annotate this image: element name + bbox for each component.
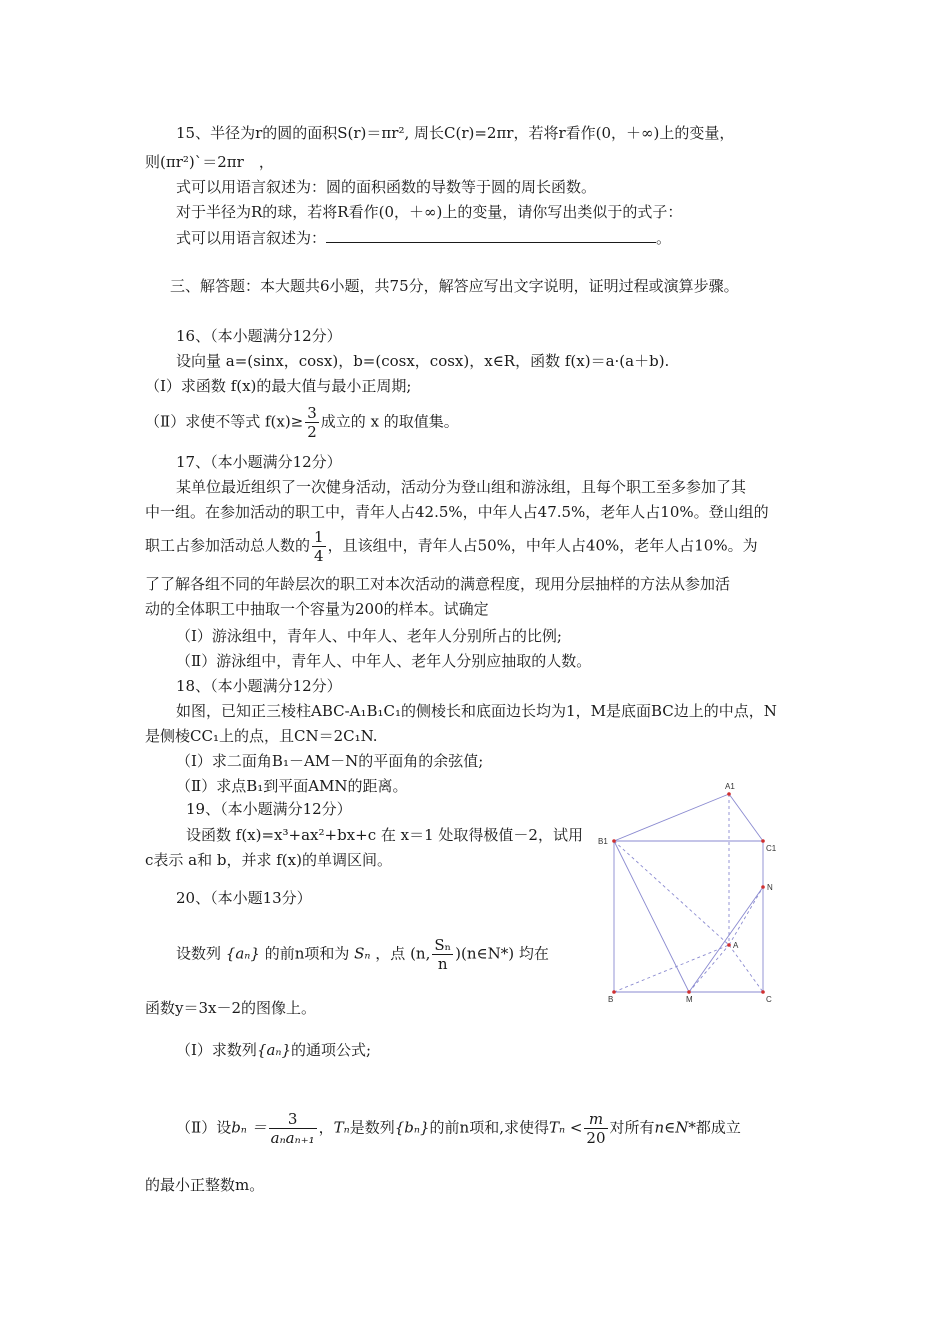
q17-line5: 动的全体职工中抽取一个容量为200的样本。试确定 (145, 600, 489, 618)
bn-eq: bₙ ＝ (231, 1118, 267, 1137)
point-B1 (612, 839, 616, 843)
edge-B1A (614, 841, 729, 945)
q19-head: 19、（本小题满分12分） (186, 800, 352, 818)
q20-part1 (176, 1040, 371, 1060)
q20-text-a: 设数列 (176, 944, 222, 963)
q15-line5 (176, 228, 671, 248)
fraction-Sn-n: $\frac{\text{Sₙ}}{n}$ (434, 936, 452, 973)
q16-part2-pre: （Ⅱ）求使不等式 f(x)≥ (145, 412, 304, 431)
sum-S: Sₙ (354, 944, 371, 963)
q17-line3-post: ，且该组中，青年人占50%，中年人占40%，老年人占10%。为 (327, 536, 758, 555)
point-B (612, 990, 616, 994)
q19-line2: c表示 a和 b，并求 f(x)的单调区间。 (145, 851, 392, 869)
edge-B1A1 (614, 794, 729, 841)
q20-line2: 函数y＝3x－2的图像上。 (145, 999, 317, 1017)
label-B1: B1 (598, 837, 608, 846)
fraction-3-anan1: $\frac{3}{\text{aₙaₙ₊₁}}$ (270, 1110, 315, 1147)
q20-comma: ， (318, 1118, 334, 1137)
fraction-m-20: $\frac{m}{20}$ (586, 1110, 606, 1147)
q17-line4: 了了解各组不同的年龄层次的职工对本次活动的满意程度，现用分层抽样的方法从参加活 (145, 575, 731, 593)
label-A: A (733, 941, 739, 950)
answer-blank (326, 228, 656, 243)
q20-part2-i: 对所有 (609, 1118, 655, 1137)
q20-head: 20、（本小题13分） (176, 889, 312, 907)
q16-part2 (145, 404, 459, 441)
q20-part2-g: 的前n项和,求使得 (429, 1118, 549, 1137)
label-C1: C1 (766, 844, 777, 853)
section3-heading: 三、解答题：本大题共6小题，共75分，解答应写出文字说明，证明过程或演算步骤。 (170, 277, 739, 295)
q20-part2-a: （Ⅱ）设 (176, 1118, 232, 1137)
q15-line5-pre: 式可以用语言叙述为： (176, 229, 327, 247)
sequence-b: {bₙ} (394, 1118, 430, 1137)
edge-B1M (614, 841, 689, 992)
q18-line2: 是侧棱CC₁上的点，且CN＝2C₁N. (145, 727, 378, 745)
q15-line1: 15、半径为r的圆的面积S(r)＝πr², 周长C(r)=2πr，若将r看作(0，＋∞)上的变量， (176, 124, 735, 142)
q15-line3: 式可以用语言叙述为：圆的面积函数的导数等于圆的周长函数。 (176, 178, 597, 196)
Tn: Tₙ (333, 1118, 350, 1137)
q15-line4: 对于半径为R的球，若将R看作(0，＋∞)上的变量，请你写出类似于的式子： (176, 203, 683, 221)
point-close: )(n∈N*) (455, 944, 515, 963)
label-C: C (766, 995, 772, 1004)
q18-part2: （Ⅱ）求点B₁到平面AMN的距离。 (176, 777, 408, 795)
q17-line1: 某单位最近组织了一次健身活动，活动分为登山组和游泳组，且每个职工至多参加了其 (176, 478, 747, 496)
q20-part2-k: 都成立 (695, 1118, 741, 1137)
q20-text-h: 均在 (518, 944, 549, 963)
sequence-a-2: {aₙ} (256, 1041, 292, 1059)
edge-BA (614, 945, 729, 992)
sequence-a: {aₙ} (225, 944, 260, 963)
q20-part2-e: 是数列 (349, 1118, 395, 1137)
edge-A1C1 (729, 794, 763, 841)
q20-part1-pre: （Ⅰ）求数列 (176, 1041, 257, 1059)
edge-MA (689, 945, 729, 992)
q17-line3 (145, 528, 758, 565)
q17-line3-pre: 职工占参加活动总人数的 (145, 536, 311, 555)
point-C1 (761, 839, 765, 843)
edge-AN (729, 887, 763, 945)
fraction-3-2: $\frac{3}{2}$ (307, 404, 317, 441)
edge-AC (729, 945, 763, 992)
q17-head: 17、（本小题满分12分） (176, 453, 342, 471)
q18-head: 18、（本小题满分12分） (176, 677, 342, 695)
q15-line5-post: 。 (656, 229, 672, 247)
q16-line1: 设向量 a=(sinx，cosx)，b=(cosx，cosx)，x∈R，函数 f(x)＝a·(a＋b). (176, 352, 670, 370)
label-M: M (686, 995, 693, 1004)
point-A (727, 943, 731, 947)
prism-figure (592, 780, 792, 1006)
point-N (761, 885, 765, 889)
label-N: N (767, 883, 773, 892)
q20-line1 (176, 936, 549, 973)
q16-part1: （Ⅰ）求函数 f(x)的最大值与最小正周期; (145, 377, 412, 395)
q18-line1: 如图，已知正三棱柱ABC-A₁B₁C₁的侧棱长和底面边长均为1，M是底面BC边上的中点，N (176, 702, 777, 720)
q17-part2: （Ⅱ）游泳组中，青年人、中年人、老年人分别应抽取的人数。 (176, 652, 592, 670)
point-A1 (727, 792, 731, 796)
point-C (761, 990, 765, 994)
q17-part1: （Ⅰ）游泳组中，青年人、中年人、老年人分别所占的比例; (176, 627, 562, 645)
q16-part2-post: 成立的 x 的取值集。 (320, 412, 459, 431)
q20-part1-post: 的通项公式; (291, 1041, 372, 1059)
q20-text-c: 的前n项和为 (264, 944, 350, 963)
q19-line1: 设函数 f(x)=x³+ax²+bx+c 在 x＝1 处取得极值－2，试用 (186, 826, 583, 844)
label-B: B (608, 995, 614, 1004)
q20-last-line: 的最小正整数m。 (145, 1176, 265, 1194)
q16-head: 16、（本小题满分12分） (176, 327, 342, 345)
q18-part1: （Ⅰ）求二面角B₁－AM－N的平面角的余弦值; (176, 752, 484, 770)
q20-part2 (176, 1110, 741, 1147)
point-M (687, 990, 691, 994)
Tn-less: Tₙ < (548, 1118, 583, 1137)
fraction-1-4: $\frac{1}{4}$ (314, 528, 324, 565)
q20-text-e: ，点 (375, 944, 406, 963)
q15-line2: 则(πr²)`＝2πr ， (145, 153, 274, 171)
n-in-N: n∈N* (654, 1118, 696, 1137)
label-A1: A1 (725, 782, 735, 791)
point-open: (n, (410, 944, 431, 963)
q17-line2: 中一组。在参加活动的职工中，青年人占42.5%，中年人占47.5%，老年人占10%。登山组的 (145, 503, 769, 521)
